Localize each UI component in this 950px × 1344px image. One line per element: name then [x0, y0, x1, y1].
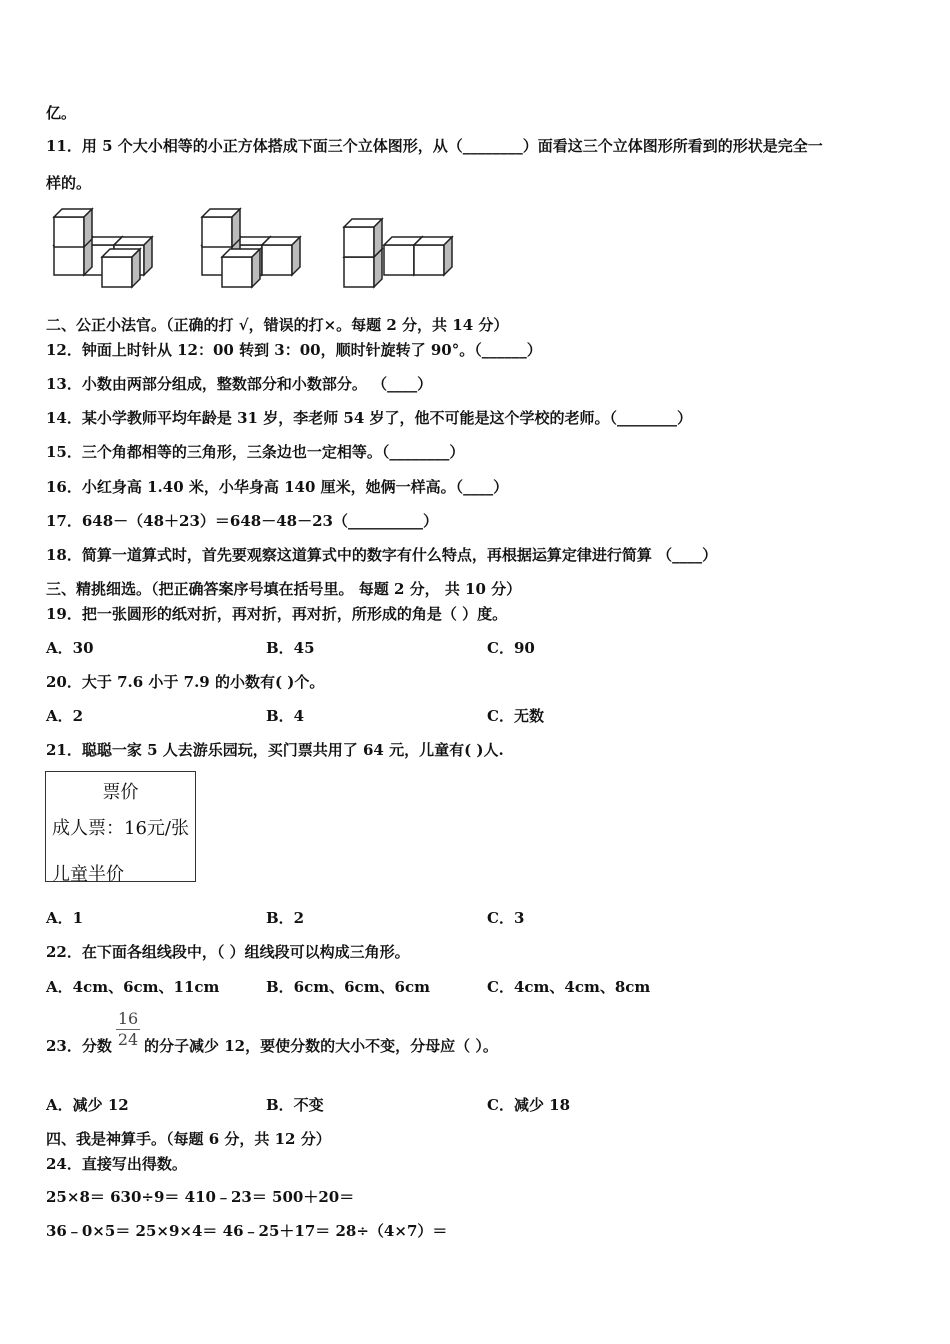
cube-figure-3	[344, 219, 452, 287]
q22-option-c: C．4cm、4cm、8cm	[487, 978, 651, 996]
ticket-title: 票价	[102, 782, 139, 803]
question-18: 18．简算一道算式时，首先要观察这道算式中的数字有什么特点，再根据运算定律进行简算 （____）	[46, 546, 718, 564]
question-11-line2: 样的。	[46, 174, 92, 192]
q20-option-a: A．2	[46, 707, 84, 725]
q21-option-c: C．3	[487, 909, 525, 927]
q20-option-b: B．4	[266, 707, 305, 725]
cube-figures-diagram	[46, 205, 466, 295]
q22-option-a: A．4cm、6cm、11cm	[46, 978, 220, 996]
calc-row-2: 36﹣0×5＝ 25×9×4＝ 46﹣25＋17＝ 28÷（4×7）＝	[46, 1222, 448, 1240]
ticket-adult-price: 成人票：16元/张	[52, 818, 189, 839]
question-14: 14．某小学教师平均年龄是 31 岁，李老师 54 岁了，他不可能是这个学校的老师。（________）	[46, 409, 693, 427]
question-11-line1: 11．用 5 个大小相等的小正方体搭成下面三个立体图形，从（________）面看这三个立体图形所看到的形状是完全一	[46, 137, 823, 155]
q23-option-a: A．减少 12	[46, 1096, 129, 1114]
question-20: 20．大于 7.6 小于 7.9 的小数有( )个。	[46, 673, 325, 691]
q21-option-b: B．2	[266, 909, 305, 927]
fraction-16-24	[116, 1010, 140, 1049]
cube-figure-1	[54, 209, 152, 287]
ticket-price-box	[45, 771, 196, 885]
question-12: 12．钟面上时针从 12：00 转到 3：00，顺时针旋转了 90°。（______）	[46, 341, 542, 359]
question-21: 21．聪聪一家 5 人去游乐园玩，买门票共用了 64 元，儿童有( )人.	[46, 741, 504, 759]
q19-option-a: A．30	[46, 639, 94, 657]
question-13: 13．小数由两部分组成，整数部分和小数部分。 （____）	[46, 375, 433, 393]
question-22: 22．在下面各组线段中，（ ）组线段可以构成三角形。	[46, 943, 410, 961]
q19-option-c: C．90	[487, 639, 535, 657]
question-23-text: 的分子减少 12，要使分数的大小不变，分母应（ ）。	[144, 1037, 498, 1055]
q23-option-c: C．减少 18	[487, 1096, 571, 1114]
question-16: 16．小红身高 1.40 米，小华身高 140 厘米，她俩一样高。（____）	[46, 478, 509, 496]
ticket-child-price: 儿童半价	[52, 864, 124, 885]
question-23-prefix: 23．分数	[46, 1037, 112, 1055]
question-24: 24．直接写出得数。	[46, 1155, 187, 1173]
question-19: 19．把一张圆形的纸对折，再对折，再对折，所形成的角是（ ）度。	[46, 605, 508, 623]
q19-option-b: B．45	[266, 639, 315, 657]
q22-option-b: B．6cm、6cm、6cm	[266, 978, 431, 996]
q20-option-c: C．无数	[487, 707, 544, 725]
section-3-heading: 三、精挑细选。（把正确答案序号填在括号里。 每题 2 分， 共 10 分）	[46, 580, 522, 598]
cube-figure-2	[202, 209, 300, 287]
q21-option-a: A．1	[46, 909, 84, 927]
question-17: 17．648－（48＋23）＝648－48－23（__________）	[46, 512, 438, 530]
continuation-text: 亿。	[46, 104, 77, 122]
section-2-heading: 二、公正小法官。（正确的打 √，错误的打×。每题 2 分，共 14 分）	[46, 316, 509, 334]
calc-row-1: 25×8＝ 630÷9＝ 410﹣23＝ 500＋20＝	[46, 1188, 355, 1206]
question-15: 15．三个角都相等的三角形，三条边也一定相等。（________）	[46, 443, 465, 461]
fraction-numerator: 16	[117, 1009, 139, 1028]
q23-option-b: B．不变	[266, 1096, 324, 1114]
fraction-denominator: 24	[117, 1030, 139, 1049]
section-4-heading: 四、我是神算手。（每题 6 分，共 12 分）	[46, 1130, 331, 1148]
